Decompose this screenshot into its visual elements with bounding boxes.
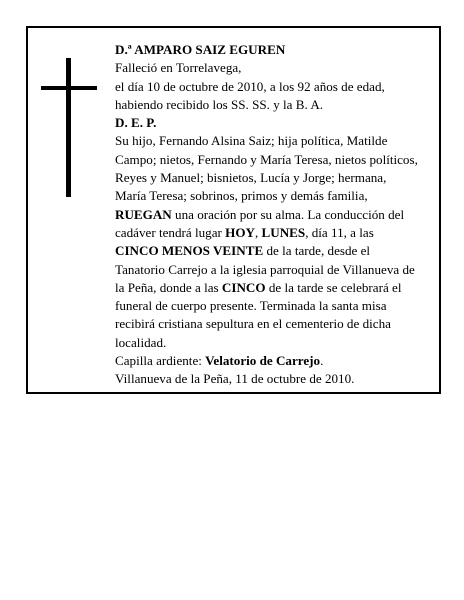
deceased-name: D.ª AMPARO SAIZ EGUREN <box>115 42 286 57</box>
family-list: Su hijo, Fernando Alsina Saiz; hija política, Matilde Campo; nietos, Fernando y María Teresa, nietos políticos, Reyes y Manuel; bisnietos, Lucía y Jorge; hermana, María Teresa; sobrinos, primos y demás familia, <box>115 133 418 204</box>
chapel-place: Velatorio de Carrejo <box>205 353 321 369</box>
cross-icon-bar <box>41 86 97 90</box>
cross-icon <box>66 58 71 197</box>
obituary-notice <box>26 26 441 394</box>
dep-heading: D. E. P. <box>115 115 157 131</box>
place-date: Villanueva de la Peña, 11 de octubre de 2010. <box>115 371 355 387</box>
service-details: RUEGAN una oración por su alma. La conducción del cadáver tendrá lugar HOY, LUNES, día 11, a las CINCO MENOS VEINTE de la tarde, desde el Tanatorio Carrejo a la iglesia parroquial de Villanueva de la Peña, donde a las CINCO de la tarde se celebrará el funeral de cuerpo presente. Terminada la santa misa recibirá cristiana sepultura en el cementerio de dicha localidad. <box>115 206 415 350</box>
chapel-line: Capilla ardiente: Velatorio de Carrejo. <box>115 353 324 369</box>
death-place: Falleció en Torrelavega, <box>115 60 242 76</box>
death-date: el día 10 de octubre de 2010, a los 92 años de edad, habiendo recibido los SS. SS. y la B. A. <box>115 78 385 112</box>
obituary-text <box>115 41 420 389</box>
